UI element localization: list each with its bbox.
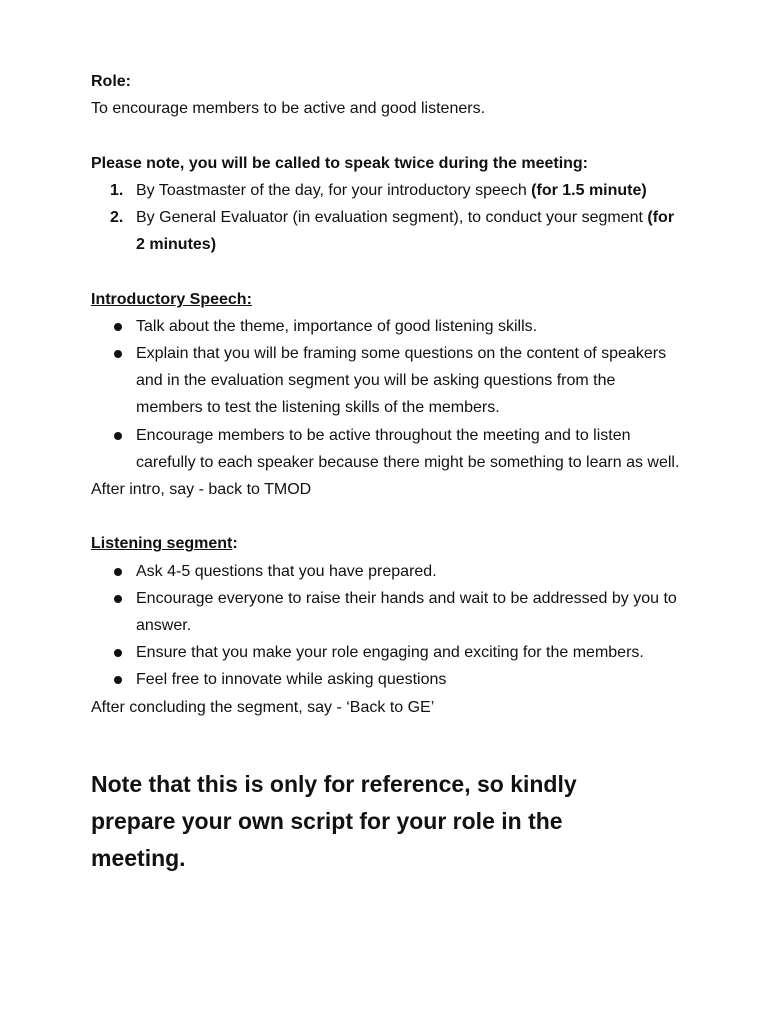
list-item	[91, 585, 681, 639]
bullet-icon	[114, 595, 122, 603]
listening-bullets	[91, 558, 708, 694]
bullet-icon	[114, 350, 122, 358]
list-item	[91, 639, 681, 666]
list-item	[91, 558, 681, 585]
intro-bullets	[91, 313, 708, 476]
bullet-icon	[114, 676, 122, 684]
speaking-times-list	[91, 177, 708, 259]
please-note-heading: Please note, you will be called to speak twice during the meeting:	[91, 154, 589, 172]
bullet-text: Talk about the theme, importance of good listening skills.	[136, 317, 538, 335]
listening-heading	[91, 530, 708, 557]
list-item	[91, 422, 681, 476]
spacer	[91, 258, 708, 285]
reference-note: Note that this is only for reference, so kindly prepare your own script for your role in the meeting.	[91, 770, 577, 871]
bullet-icon	[114, 568, 122, 576]
list-item-duration: (for 1.5 minute)	[531, 181, 647, 199]
role-text: To encourage members to be active and good listeners.	[91, 100, 486, 118]
bullet-icon	[114, 432, 122, 440]
spacer	[91, 122, 708, 149]
list-item	[91, 666, 681, 693]
intro-heading: Introductory Speech:	[91, 290, 252, 308]
list-item-duration: (for 2 minutes)	[136, 209, 675, 254]
bullet-text: Encourage everyone to raise their hands and wait to be addressed by you to answer.	[136, 589, 677, 635]
list-item	[91, 204, 681, 258]
list-number: 2.	[110, 209, 124, 226]
list-item	[91, 177, 681, 204]
listening-heading-text: Listening segment	[91, 535, 233, 553]
list-item-text: By Toastmaster of the day, for your introductory speech	[136, 181, 532, 199]
bullet-text: Ensure that you make your role engaging and exciting for the members.	[136, 644, 644, 662]
bullet-icon	[114, 649, 122, 657]
spacer	[91, 503, 708, 530]
list-item-text: By General Evaluator (in evaluation segment), to conduct your segment	[136, 209, 648, 226]
listening-after-text: After concluding the segment, say - ‘Back to GE’	[91, 698, 435, 716]
list-item	[91, 340, 681, 422]
bullet-text: Ask 4-5 questions that you have prepared.	[136, 562, 437, 580]
bullet-icon	[114, 323, 122, 331]
bullet-text: Encourage members to be active throughout the meeting and to listen carefully to each speaker because there might be something to learn as well.	[136, 426, 680, 471]
listening-heading-colon: :	[232, 535, 238, 553]
list-item	[91, 313, 681, 340]
role-heading: Role:	[91, 73, 131, 90]
bullet-text: Feel free to innovate while asking questions	[136, 671, 447, 689]
intro-after-text: After intro, say - back to TMOD	[91, 481, 312, 499]
bullet-text: Explain that you will be framing some questions on the content of speakers and in the evaluation segment you will be asking questions from the members to test the listening skills of the members.	[136, 345, 667, 417]
list-number: 1.	[110, 181, 124, 199]
